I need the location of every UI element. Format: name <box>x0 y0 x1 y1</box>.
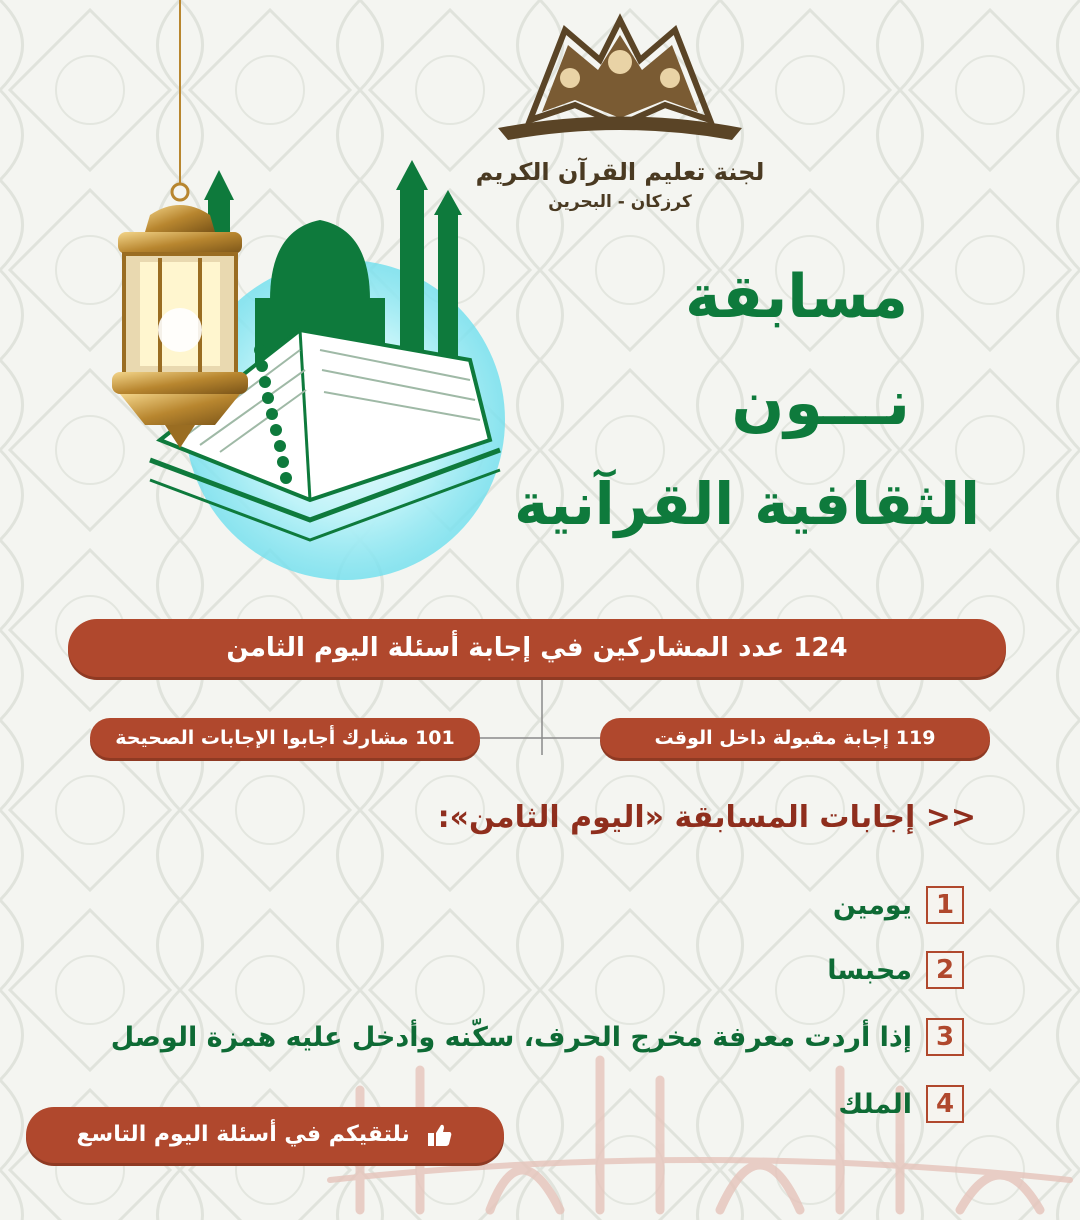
answer-item <box>104 1015 964 1059</box>
answer-number: 2 <box>926 951 964 989</box>
answer-number: 1 <box>926 886 964 924</box>
title-line-2: نـــون <box>731 366 910 439</box>
answer-text: يومين <box>832 889 912 921</box>
answer-number: 3 <box>926 1018 964 1056</box>
answer-item <box>104 883 964 927</box>
next-day-label: نلتقيكم في أسئلة اليوم التاسع <box>76 1122 410 1147</box>
answer-text: الملك <box>838 1088 912 1120</box>
answers-heading: << إجابات المسابقة «اليوم الثامن»: <box>437 800 976 835</box>
logo-title: لجنة تعليم القرآن الكريم <box>475 158 765 186</box>
ramadan-illustration <box>100 0 520 580</box>
thumbs-up-icon <box>427 1123 453 1147</box>
answer-item <box>104 948 964 992</box>
accepted-answers-badge: 119 إجابة مقبولة داخل الوقت <box>600 718 990 758</box>
next-day-banner <box>26 1107 504 1163</box>
logo-subtitle: كرزكان - البحرين <box>548 192 692 212</box>
answer-text: محبسا <box>827 954 912 986</box>
answer-text: إذا أردت معرفة مخرج الحرف، سكّنه وأدخل عليه همزة الوصل <box>110 1021 912 1053</box>
correct-answers-badge: 101 مشارك أجابوا الإجابات الصحيحة <box>90 718 480 758</box>
title-line-1: مسابقة <box>685 262 908 332</box>
participants-count-banner: 124 عدد المشاركين في إجابة أسئلة اليوم الثامن <box>68 619 1006 677</box>
answer-number: 4 <box>926 1085 964 1123</box>
title-line-3: الثقافية القرآنية <box>514 470 980 538</box>
